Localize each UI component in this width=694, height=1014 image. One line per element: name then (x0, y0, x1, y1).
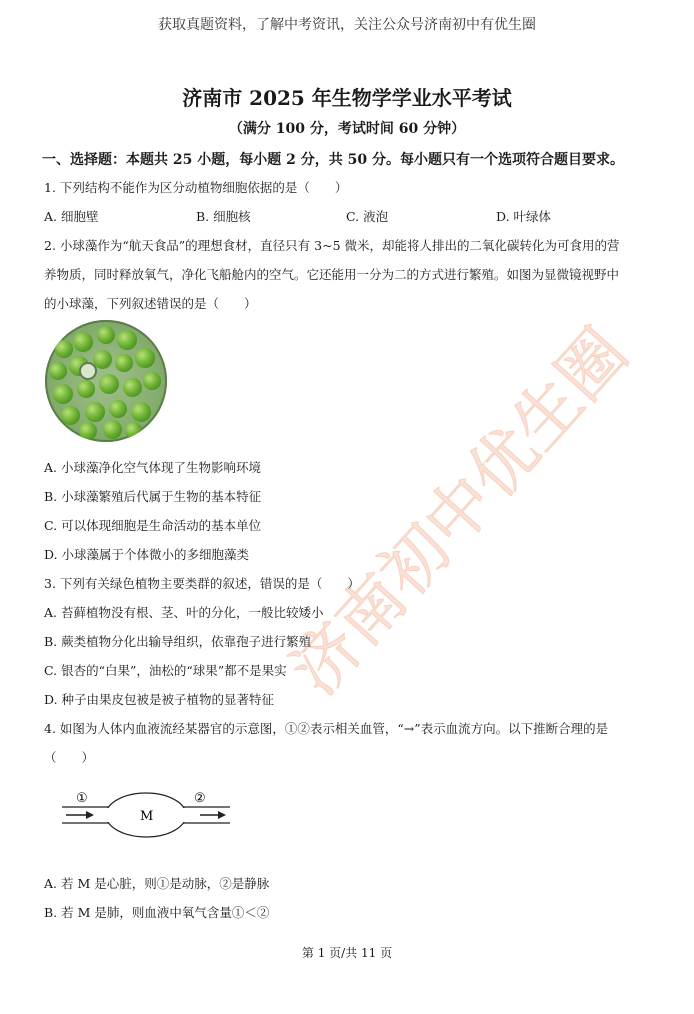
q2-stem-line-1: 2. 小球藻作为“航天食品”的理想食材，直径只有 3~5 微米，却能将人排出的二氧化碳转化为可食用的营 (44, 238, 620, 253)
vessel-label-2: ② (194, 791, 206, 806)
q1-option-d: D. 叶绿体 (496, 209, 552, 224)
q3-option-b: B. 蕨类植物分化出输导组织，依靠孢子进行繁殖 (44, 634, 312, 649)
q4-option-b: B. 若 M 是肺，则血液中氧气含量①＜② (44, 905, 270, 920)
q1-options (44, 207, 644, 225)
q3-stem: 3. 下列有关绿色植物主要类群的叙述，错误的是（ ） (44, 576, 360, 591)
watermark (200, 240, 694, 760)
q2-option-a: A. 小球藻净化空气体现了生物影响环境 (44, 460, 261, 475)
page-number: 第 1 页/共 11 页 (301, 946, 393, 960)
q3-option-d: D. 种子由果皮包被是被子植物的显著特征 (44, 692, 275, 707)
q1-stem: 1. 下列结构不能作为区分动植物细胞依据的是（ ） (44, 180, 348, 195)
organ-label: M (140, 809, 154, 824)
watermark-text: 济南初中优生圈 (276, 314, 643, 710)
blood-flow-diagram (60, 788, 240, 850)
q4-stem-line-1: 4. 如图为人体内血液流经某器官的示意图，①②表示相关血管，“→”表示血流方向。以下推断合理的是 (44, 721, 609, 736)
exam-title: 济南市 2025 年生物学学业水平考试 (182, 86, 512, 110)
q2-stem-line-2: 养物质，同时释放氧气，净化飞船舱内的空气。它还能用一分为二的方式进行繁殖。如图为显微镜视野中 (44, 267, 620, 282)
header-banner: 获取真题资料，了解中考资讯，关注公众号济南初中有优生圈 (158, 17, 536, 33)
q2-stem-line-3: 的小球藻，下列叙述错误的是（ ） (44, 296, 257, 311)
arrow-right-icon (200, 811, 226, 819)
section-heading: 一、选择题：本题共 25 小题，每小题 2 分，共 50 分。每小题只有一个选项符合题目要求。 (42, 152, 624, 168)
q2-option-b: B. 小球藻繁殖后代属于生物的基本特征 (44, 489, 262, 504)
q4-option-a: A. 若 M 是心脏，则①是动脉，②是静脉 (44, 876, 270, 891)
q4-stem-line-2: （ ） (44, 750, 95, 765)
q3-option-c: C. 银杏的“白果”，油松的“球果”都不是果实 (44, 663, 287, 678)
q1-option-b: B. 细胞核 (196, 209, 251, 224)
arrow-right-icon (66, 811, 94, 819)
q1-option-c: C. 液泡 (346, 209, 389, 224)
q3-option-a: A. 苔藓植物没有根、茎、叶的分化，一般比较矮小 (44, 605, 324, 620)
microscope-image-chlorella (45, 320, 167, 442)
exam-subtitle: （满分 100 分，考试时间 60 分钟） (228, 121, 466, 137)
q2-option-d: D. 小球藻属于个体微小的多细胞藻类 (44, 547, 250, 562)
vessel-label-1: ① (76, 791, 88, 806)
q2-option-c: C. 可以体现细胞是生命活动的基本单位 (44, 518, 262, 533)
q1-option-a: A. 细胞壁 (44, 209, 99, 224)
